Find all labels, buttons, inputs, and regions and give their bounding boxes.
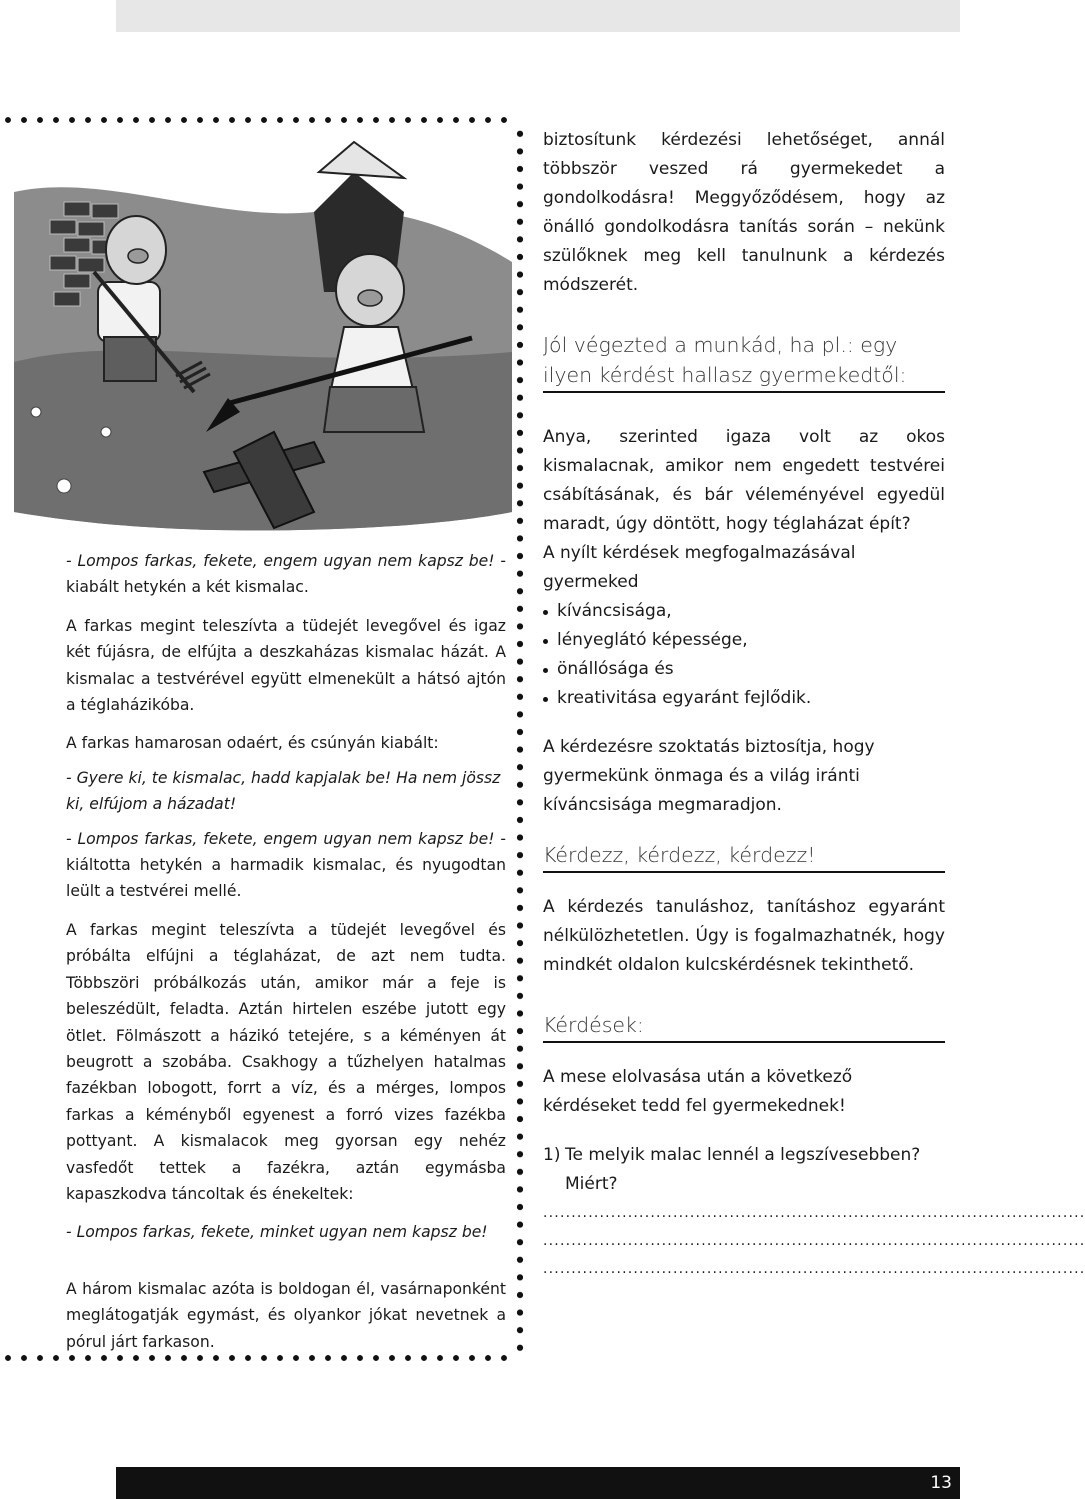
- list-item: kíváncsisága,: [543, 597, 945, 626]
- story-paragraph-6: A farkas megint teleszívta a tüdejét levegővel és próbálta elfújni a téglaházat, de azt nem tudta. Többszöri próbálkozás után, amikor már a feje is beleszédült, feladta. Aztán hirtelen eszébe jutott egy ötlet. Fölmászott a házikó tetejére, s a kéményen át beugrott a szobába. Csakhogy a tűzhelyen hatalmas fazékban lobogott, forrt a víz, és a mérges, lompos farkas a kéményből egyenest a forró vizes fazékba pottyant. A kismalacok meg gyorsan egy nehéz vasfedőt tettek a fazékra, aztán egymásba kapaszkodva táncoltak és énekeltek:: [66, 920, 506, 1203]
- assurance-paragraph: A kérdezésre szoktatás biztosítja, hogy gyermekünk önmaga és a világ iránti kíváncsisága megmaradjon.: [543, 737, 875, 815]
- top-grey-bar: [116, 0, 960, 32]
- list-item: önállósága és: [543, 655, 945, 684]
- child-question-quote: Anya, szerinted igaza volt az okos kismalacnak, amikor nem engedett testvérei csábításának, és bár véleményével egyedül maradt, úgy döntött, hogy téglaházat épít?: [543, 427, 945, 534]
- key-question-paragraph: A kérdezés tanuláshoz, tanításhoz egyaránt nélkülözhetetlen. Úgy is fogalmazhatnék, hogy mindkét oldalon kulcskérdésnek tekinthető.: [543, 897, 945, 975]
- story-paragraph-5-rest: - kiáltotta hetykén a harmadik kismalac, és nyugodtan leült a testvérei mellé.: [66, 829, 506, 901]
- story-paragraph-2: A farkas megint teleszívta a tüdejét levegővel és igaz két fújásra, de elfújta a deszkaházas kismalac házát. A kismalac a testvérével együtt elmenekült a hátsó ajtón a téglaházikóba.: [66, 616, 506, 715]
- page-number: 13: [930, 1473, 952, 1493]
- story-quote-2: - Lompos farkas, fekete, engem ugyan nem kapsz be!: [66, 829, 495, 848]
- open-questions-paragraph: A nyílt kérdések megfogalmazásával gyermeked: [543, 543, 856, 592]
- story-quote-1: - Lompos farkas, fekete, engem ugyan nem kapsz be!: [66, 552, 495, 570]
- heading-ask-ask-ask: Kérdezz, kérdezz, kérdezz!: [543, 840, 945, 873]
- question-1: [543, 1141, 945, 1199]
- story-paragraph-1: [66, 548, 506, 601]
- story-paragraph-3: A farkas hamarosan odaért, és csúnyán kiabált:: [66, 734, 439, 753]
- dotted-column-divider: [516, 125, 524, 1355]
- after-reading-paragraph: A mese elolvasása után a következő kérdéseket tedd fel gyermekednek!: [543, 1067, 853, 1116]
- footer-bar: [116, 1467, 960, 1499]
- dotted-border-top: [0, 116, 514, 124]
- answer-line-1[interactable]: ................................................................................................: [543, 1205, 1085, 1221]
- skills-list: [543, 597, 945, 713]
- guidance-column: [543, 126, 1085, 1283]
- intro-paragraph: biztosítunk kérdezési lehetőséget, annál többször veszed rá gyermekedet a gondolkodásra! Meggyőződésem, hogy az önálló gondolkodásra tanítás során – nekünk szülőknek meg kell tanulnunk a kérdezés módszerét.: [543, 130, 945, 295]
- story-column: [66, 548, 506, 1355]
- answer-line-2[interactable]: ................................................................................................: [543, 1233, 1085, 1249]
- list-item: lényeglátó képessége,: [543, 626, 945, 655]
- heading-good-job: Jól végezted a munkád, ha pl.: egy ilyen kérdést hallasz gyermekedtől:: [543, 330, 945, 393]
- three-little-pigs-illustration: [14, 132, 512, 540]
- list-item: kreativitása egyaránt fejlődik.: [543, 684, 945, 713]
- story-paragraph-7: - Lompos farkas, fekete, minket ugyan nem kapsz be!: [66, 1223, 488, 1242]
- story-paragraph-8: A három kismalac azóta is boldogan él, vasárnaponként meglátogatják egymást, és olyankor jókat nevetnek a pórul járt farkason.: [66, 1279, 506, 1351]
- question-number: 1): [543, 1145, 561, 1165]
- story-paragraph-5: [66, 826, 506, 905]
- heading-questions: Kérdések:: [543, 1010, 945, 1043]
- story-paragraph-4: - Gyere ki, te kismalac, hadd kapjalak be! Ha nem jössz ki, elfújom a házadat!: [66, 768, 501, 814]
- question-text: Te melyik malac lennél a legszívesebben? Miért?: [565, 1145, 921, 1194]
- story-paragraph-1-rest: - kiabált hetykén a két kismalac.: [66, 552, 506, 597]
- answer-line-3[interactable]: ................................................................................................: [543, 1261, 1085, 1277]
- dotted-border-bottom: [0, 1354, 514, 1362]
